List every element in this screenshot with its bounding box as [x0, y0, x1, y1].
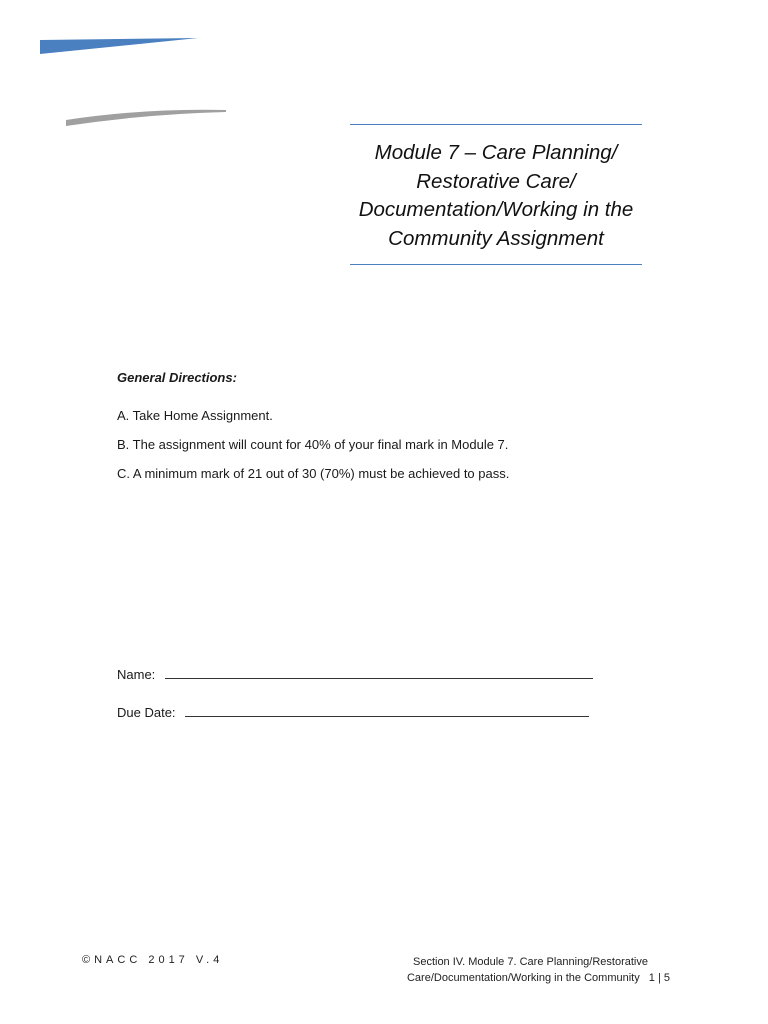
direction-item: C. A minimum mark of 21 out of 30 (70%) must be achieved to pass. [117, 466, 510, 481]
directions-heading: General Directions: [117, 370, 237, 385]
gray-swoosh-decoration [66, 108, 228, 128]
title-block [350, 124, 642, 265]
direction-item: A. Take Home Assignment. [117, 408, 273, 423]
student-fields [117, 666, 593, 742]
footer-copyright: ©NACC 2017 V.4 [82, 954, 224, 966]
name-label: Name: [117, 667, 156, 682]
footer-section-line1: Section IV. Module 7. Care Planning/Restorative [412, 956, 648, 968]
due-date-field [117, 704, 593, 720]
blue-banner-decoration [40, 38, 200, 54]
page-number: 1 | 5 [648, 972, 670, 984]
title-top-rule [350, 124, 642, 125]
footer-section-line2: Care/Documentation/Working in the Community [406, 972, 640, 984]
name-field [117, 666, 593, 682]
due-date-label: Due Date: [117, 705, 176, 720]
general-directions [117, 370, 677, 495]
page-title: Module 7 – Care Planning/ Restorative Care/ Documentation/Working in the Community Assignment [358, 141, 634, 250]
due-date-input-line[interactable] [185, 704, 589, 717]
footer-section-line2-row [380, 970, 670, 986]
title-bottom-rule [350, 264, 642, 265]
name-input-line[interactable] [165, 666, 593, 679]
direction-item: B. The assignment will count for 40% of your final mark in Module 7. [117, 437, 509, 452]
footer-section-info [380, 954, 670, 986]
